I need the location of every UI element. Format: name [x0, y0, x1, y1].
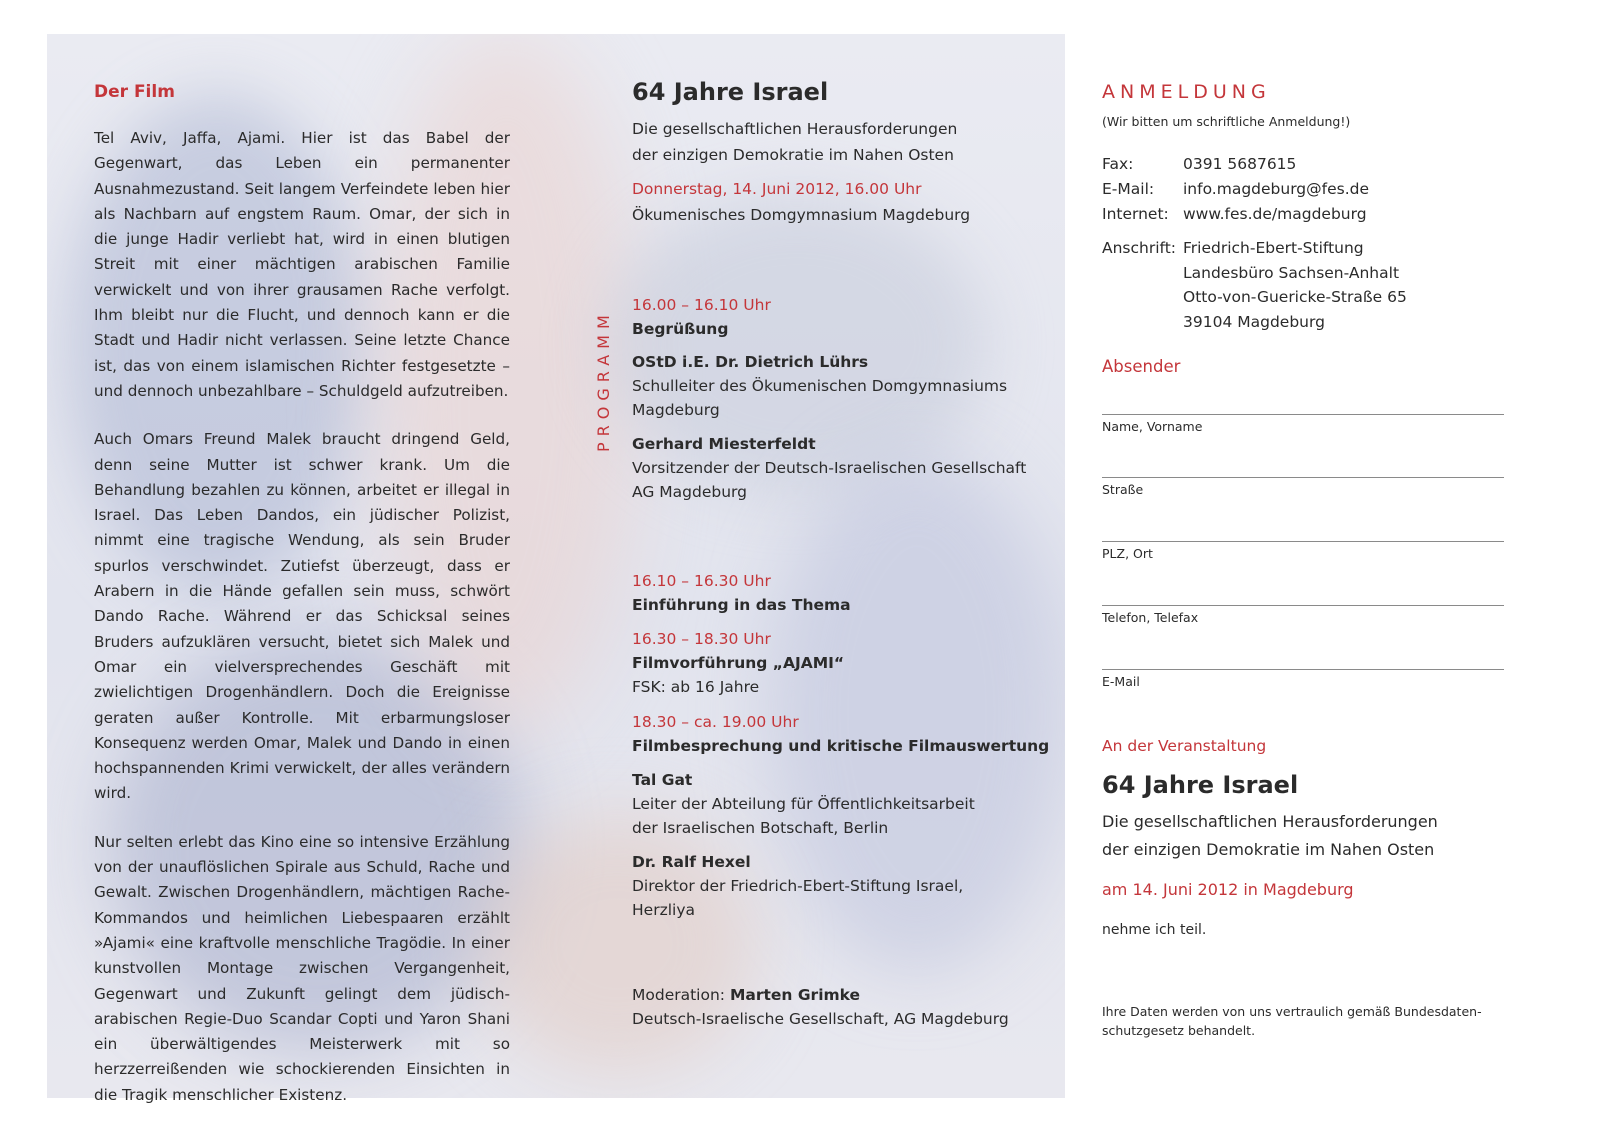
privacy-note — [1102, 1002, 1482, 1040]
street-field-label: Straße — [1102, 482, 1144, 497]
reply-event-date: am 14. Juni 2012 in Magdeburg — [1102, 880, 1354, 899]
program-time: 18.30 – ca. 19.00 Uhr — [632, 713, 799, 731]
film-heading: Der Film — [94, 82, 175, 102]
email-link[interactable]: info.magdeburg@fes.de — [1183, 180, 1370, 198]
participation-text: nehme ich teil. — [1102, 922, 1207, 938]
speaker-role: Vorsitzender der Deutsch-Israelischen Gesellschaft — [632, 459, 1027, 477]
program-speaker — [632, 350, 1052, 422]
program-item — [632, 710, 1052, 758]
program-time: 16.30 – 18.30 Uhr — [632, 630, 771, 648]
speaker-role: der Israelischen Botschaft, Berlin — [632, 819, 889, 837]
reply-event-subtitle-2: der einzigen Demokratie im Nahen Osten — [1102, 840, 1435, 859]
phone-field-line[interactable] — [1102, 605, 1504, 606]
program-speaker — [632, 432, 1052, 504]
reply-event-subtitle — [1102, 808, 1438, 864]
speaker-name: Tal Gat — [632, 771, 693, 789]
street-field-line[interactable] — [1102, 477, 1504, 478]
privacy-line-2: schutzgesetz behandelt. — [1102, 1023, 1256, 1038]
event-venue: Ökumenisches Domgymnasium Magdeburg — [632, 206, 971, 224]
anmeldung-heading: ANMELDUNG — [1102, 81, 1271, 103]
speaker-role: Direktor der Friedrich-Ebert-Stiftung Israel, — [632, 877, 964, 895]
fax-number: 0391 5687615 — [1183, 155, 1297, 173]
program-speaker — [632, 850, 1052, 922]
speaker-role: Magdeburg — [632, 401, 720, 419]
address-line: Landesbüro Sachsen-Anhalt — [1183, 263, 1400, 282]
program-title: Filmvorführung „AJAMI“ — [632, 654, 845, 672]
phone-field-label: Telefon, Telefax — [1102, 610, 1199, 625]
address-line: Friedrich-Ebert-Stiftung — [1183, 239, 1364, 257]
film-paragraph-3: Nur selten erlebt das Kino eine so intensive Erzählung von der unauflöslichen Spirale aus Schuld, Rache und Gewalt. Zwischen Drogenhändlern, mächtigen Rache-Kommandos und heimlichen Liebespaaren erzählt »Ajami« eine kraftvolle menschliche Tragödie. In einer kunstvollen Montage zwischen Vergangenheit, Gegenwart und Zukunft gelingt dem jüdisch-arabischen Regie-Duo Scandar Copti und Yaron Shani ein überwältigendes Meisterwerk mit so herzzerreißenden wie schockierenden Einsichten in die Tragik menschlicher Existenz. — [94, 832, 510, 1104]
event-subtitle-2: der einzigen Demokratie im Nahen Osten — [632, 146, 954, 164]
event-title: 64 Jahre Israel — [632, 78, 829, 106]
moderation-name: Marten Grimke — [729, 986, 861, 1004]
email-label: E-Mail: — [1102, 180, 1155, 198]
address — [1183, 236, 1407, 334]
address-line: 39104 Magdeburg — [1183, 312, 1325, 331]
address-label: Anschrift: — [1102, 239, 1177, 257]
website-link[interactable]: www.fes.de/magdeburg — [1183, 205, 1367, 223]
speaker-role: Schulleiter des Ökumenischen Domgymnasiums — [632, 377, 1008, 395]
reply-event-title: 64 Jahre Israel — [1102, 771, 1299, 799]
event-date: Donnerstag, 14. Juni 2012, 16.00 Uhr — [632, 180, 922, 198]
address-line: Otto-von-Guericke-Straße 65 — [1183, 288, 1407, 306]
program-item — [632, 627, 1052, 699]
moderation-label: Moderation: — [632, 986, 726, 1004]
film-paragraph-1: Tel Aviv, Jaffa, Ajami. Hier ist das Babel der Gegenwart, das Leben ein permanenter Ausnahmezustand. Seit langem Verfeindete leben hier als Nachbarn auf engstem Raum. Omar, der sich in die junge Hadir verliebt hat, wird in einen blutigen Streit mit einer mächtigen arabischen Familie verwickelt und von ihrer grausamen Rache verfolgt. Ihm bleibt nur die Flucht, und dennoch kann er die Stadt und Hadir nicht verlassen. Seine letzte Chance ist, das von einem islamischen Richter festgesetzte – und dennoch unbezahlbare – Schuldgeld aufzutreiben. — [94, 129, 510, 400]
an-der-veranstaltung: An der Veranstaltung — [1102, 737, 1267, 755]
city-field-label: PLZ, Ort — [1102, 546, 1153, 561]
film-section — [94, 82, 510, 1131]
internet-label: Internet: — [1102, 205, 1169, 223]
program-title: Filmbesprechung und kritische Filmauswertung — [632, 737, 1050, 755]
speaker-name: Dr. Ralf Hexel — [632, 853, 751, 871]
event-header — [632, 78, 1032, 228]
speaker-role: Leiter der Abteilung für Öffentlichkeitsarbeit — [632, 795, 975, 813]
email-field-line[interactable] — [1102, 669, 1504, 670]
speaker-role: Herzliya — [632, 901, 695, 919]
program-title: Einführung in das Thema — [632, 596, 851, 614]
fax-label: Fax: — [1102, 155, 1134, 173]
moderation-org: Deutsch-Israelische Gesellschaft, AG Magdeburg — [632, 1010, 1009, 1028]
name-field-label: Name, Vorname — [1102, 419, 1203, 434]
film-paragraph-2: Auch Omars Freund Malek braucht dringend Geld, denn seine Mutter ist schwer krank. Um die Behandlung bezahlen zu können, arbeitet er illegal in Israel. Das Leben Dandos, ein jüdischer Polizist, nimmt eine tragische Wendung, als sein Bruder spurlos verschwindet. Zutiefst überzeugt, dass er Arabern in die Hände gefallen sein muss, schwört Dando Rache. Während er das Schicksal seines Bruders aufzuklären versucht, bietet sich Malek und Omar ein vielversprechendes Geschäft mit zwielichtigen Drogenhändlern. Doch die Ereignisse geraten außer Kontrolle. Mit erbarmungsloser Konsequenz werden Omar, Malek und Dando in einen hochspannenden Krimi verwickelt, der alles verändern wird. — [94, 430, 510, 803]
program-speaker — [632, 768, 1052, 840]
event-subtitle-1: Die gesellschaftlichen Herausforderungen — [632, 120, 958, 138]
program-item — [632, 569, 1052, 617]
speaker-role: AG Magdeburg — [632, 483, 747, 501]
privacy-line-1: Ihre Daten werden von uns vertraulich gemäß Bundesdaten- — [1102, 1004, 1482, 1019]
program-item — [632, 293, 1052, 341]
program-note: FSK: ab 16 Jahre — [632, 678, 760, 696]
name-field-line[interactable] — [1102, 414, 1504, 415]
speaker-name: Gerhard Miesterfeldt — [632, 435, 816, 453]
programm-label: PROGRAMM — [594, 309, 613, 452]
reply-event-subtitle-1: Die gesellschaftlichen Herausforderungen — [1102, 812, 1438, 831]
speaker-name: OStD i.E. Dr. Dietrich Lührs — [632, 353, 869, 371]
absender-heading: Absender — [1102, 357, 1181, 376]
email-field-label: E-Mail — [1102, 674, 1140, 689]
program-time: 16.00 – 16.10 Uhr — [632, 296, 771, 314]
moderation — [632, 983, 1052, 1031]
anmeldung-note: (Wir bitten um schriftliche Anmeldung!) — [1102, 114, 1351, 129]
program-time: 16.10 – 16.30 Uhr — [632, 572, 771, 590]
city-field-line[interactable] — [1102, 541, 1504, 542]
program-title: Begrüßung — [632, 320, 729, 338]
